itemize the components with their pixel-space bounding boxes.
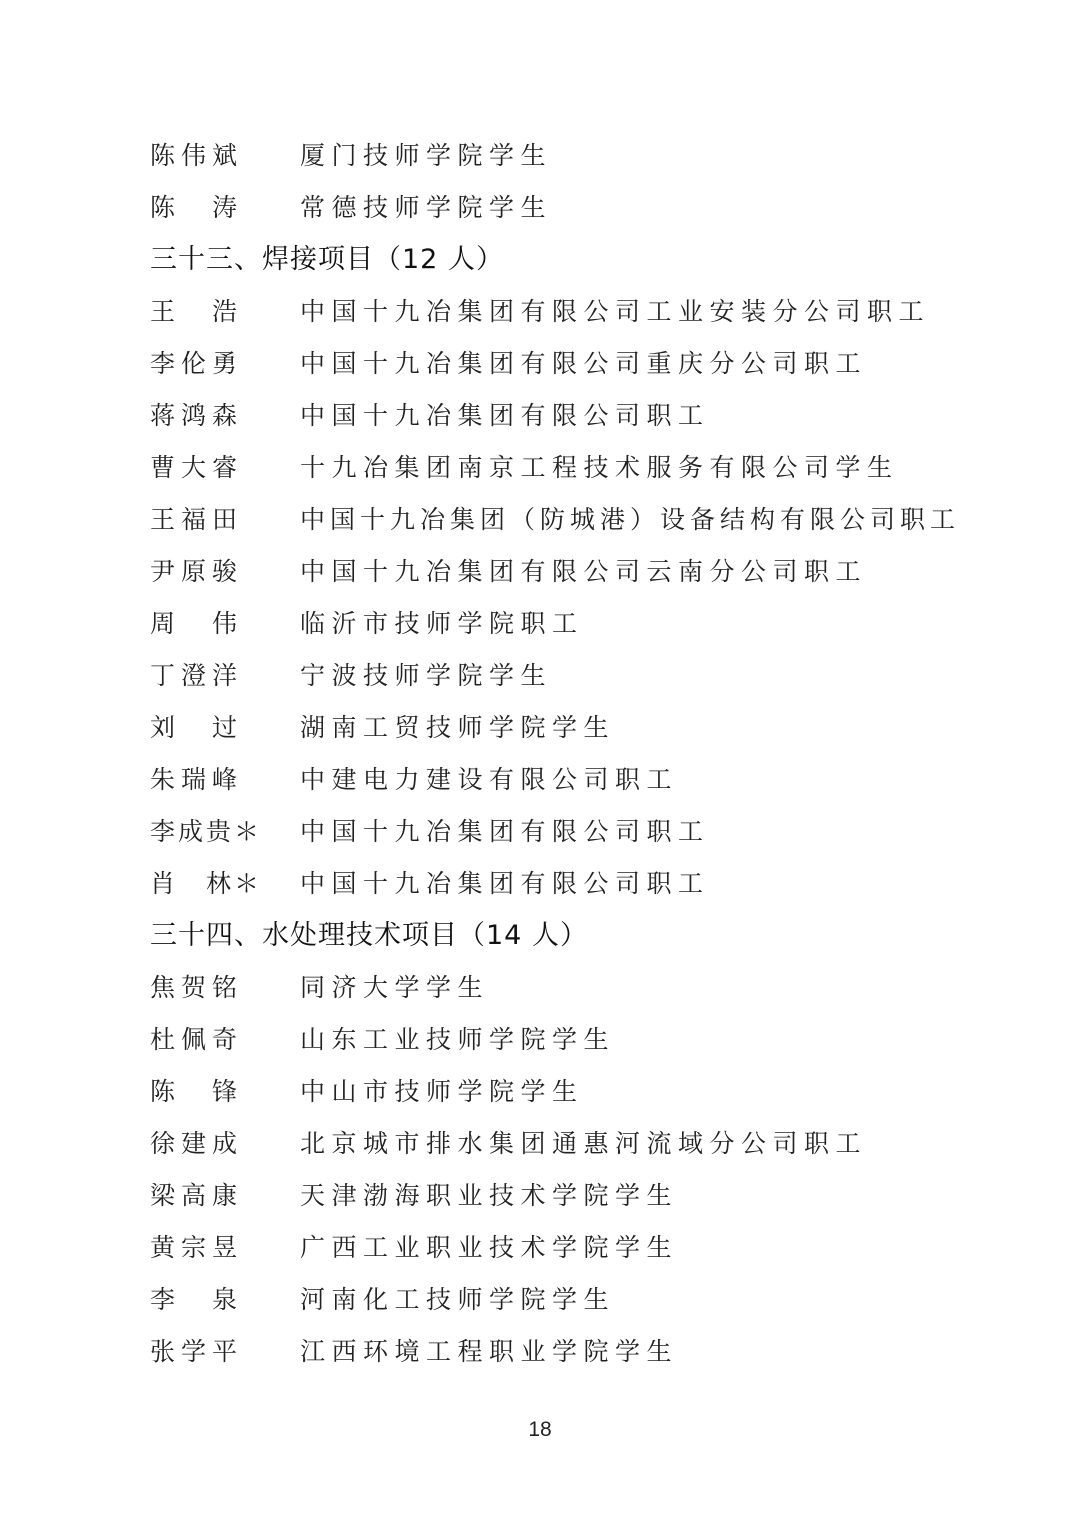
person-name: 朱瑞峰 (150, 765, 244, 794)
person-name: 丁澄洋 (150, 661, 244, 690)
person-organization: 宁波技师学院学生 (300, 661, 553, 690)
person-organization: 中国十九冶集团有限公司工业安装分公司职工 (300, 297, 931, 326)
person-organization: 江西环境工程职业学院学生 (300, 1337, 679, 1366)
person-name: 王福田 (150, 505, 244, 534)
person-name: 李成贵＊ (150, 817, 263, 846)
person-organization: 临沂市技师学院职工 (300, 609, 584, 638)
person-organization: 中国十九冶集团有限公司职工 (300, 869, 710, 898)
person-organization: 河南化工技师学院学生 (300, 1285, 616, 1314)
person-name: 杜佩奇 (150, 1025, 244, 1054)
person-organization: 天津渤海职业技术学院学生 (300, 1181, 679, 1210)
person-organization: 同济大学学生 (300, 973, 490, 1002)
person-name: 陈 锋 (150, 1077, 244, 1106)
person-name: 陈 涛 (150, 193, 244, 222)
person-organization: 常德技师学院学生 (300, 193, 553, 222)
person-name: 焦贺铭 (150, 973, 244, 1002)
person-name: 梁高康 (150, 1181, 244, 1210)
person-name: 徐建成 (150, 1129, 244, 1158)
person-organization: 中国十九冶集团（防城港）设备结构有限公司职工 (300, 505, 961, 534)
person-organization: 中山市技师学院学生 (300, 1077, 584, 1106)
person-organization: 中国十九冶集团有限公司职工 (300, 817, 710, 846)
person-organization: 中国十九冶集团有限公司云南分公司职工 (300, 557, 868, 586)
person-organization: 湖南工贸技师学院学生 (300, 713, 616, 742)
person-organization: 中国十九冶集团有限公司重庆分公司职工 (300, 349, 868, 378)
person-name: 王 浩 (150, 297, 244, 326)
person-organization: 厦门技师学院学生 (300, 141, 553, 170)
person-name: 刘 过 (150, 713, 244, 742)
section-heading: 三十三、焊接项目（12 人） (150, 244, 504, 275)
person-name: 肖 林＊ (150, 869, 263, 898)
person-name: 曹大睿 (150, 453, 244, 482)
person-name: 黄宗昱 (150, 1233, 244, 1262)
person-organization: 十九冶集团南京工程技术服务有限公司学生 (300, 453, 899, 482)
person-name: 陈伟斌 (150, 141, 244, 170)
person-name: 张学平 (150, 1337, 244, 1366)
person-organization: 山东工业技师学院学生 (300, 1025, 616, 1054)
person-name: 李 泉 (150, 1285, 244, 1314)
page-number: 18 (528, 1418, 552, 1441)
person-name: 周 伟 (150, 609, 244, 638)
person-name: 尹原骏 (150, 557, 244, 586)
person-name: 蒋鸿森 (150, 401, 244, 430)
person-organization: 北京城市排水集团通惠河流域分公司职工 (300, 1129, 868, 1158)
section-heading: 三十四、水处理技术项目（14 人） (150, 920, 588, 951)
person-organization: 中国十九冶集团有限公司职工 (300, 401, 710, 430)
person-organization: 中建电力建设有限公司职工 (300, 765, 679, 794)
person-name: 李伦勇 (150, 349, 244, 378)
person-organization: 广西工业职业技术学院学生 (300, 1233, 679, 1262)
